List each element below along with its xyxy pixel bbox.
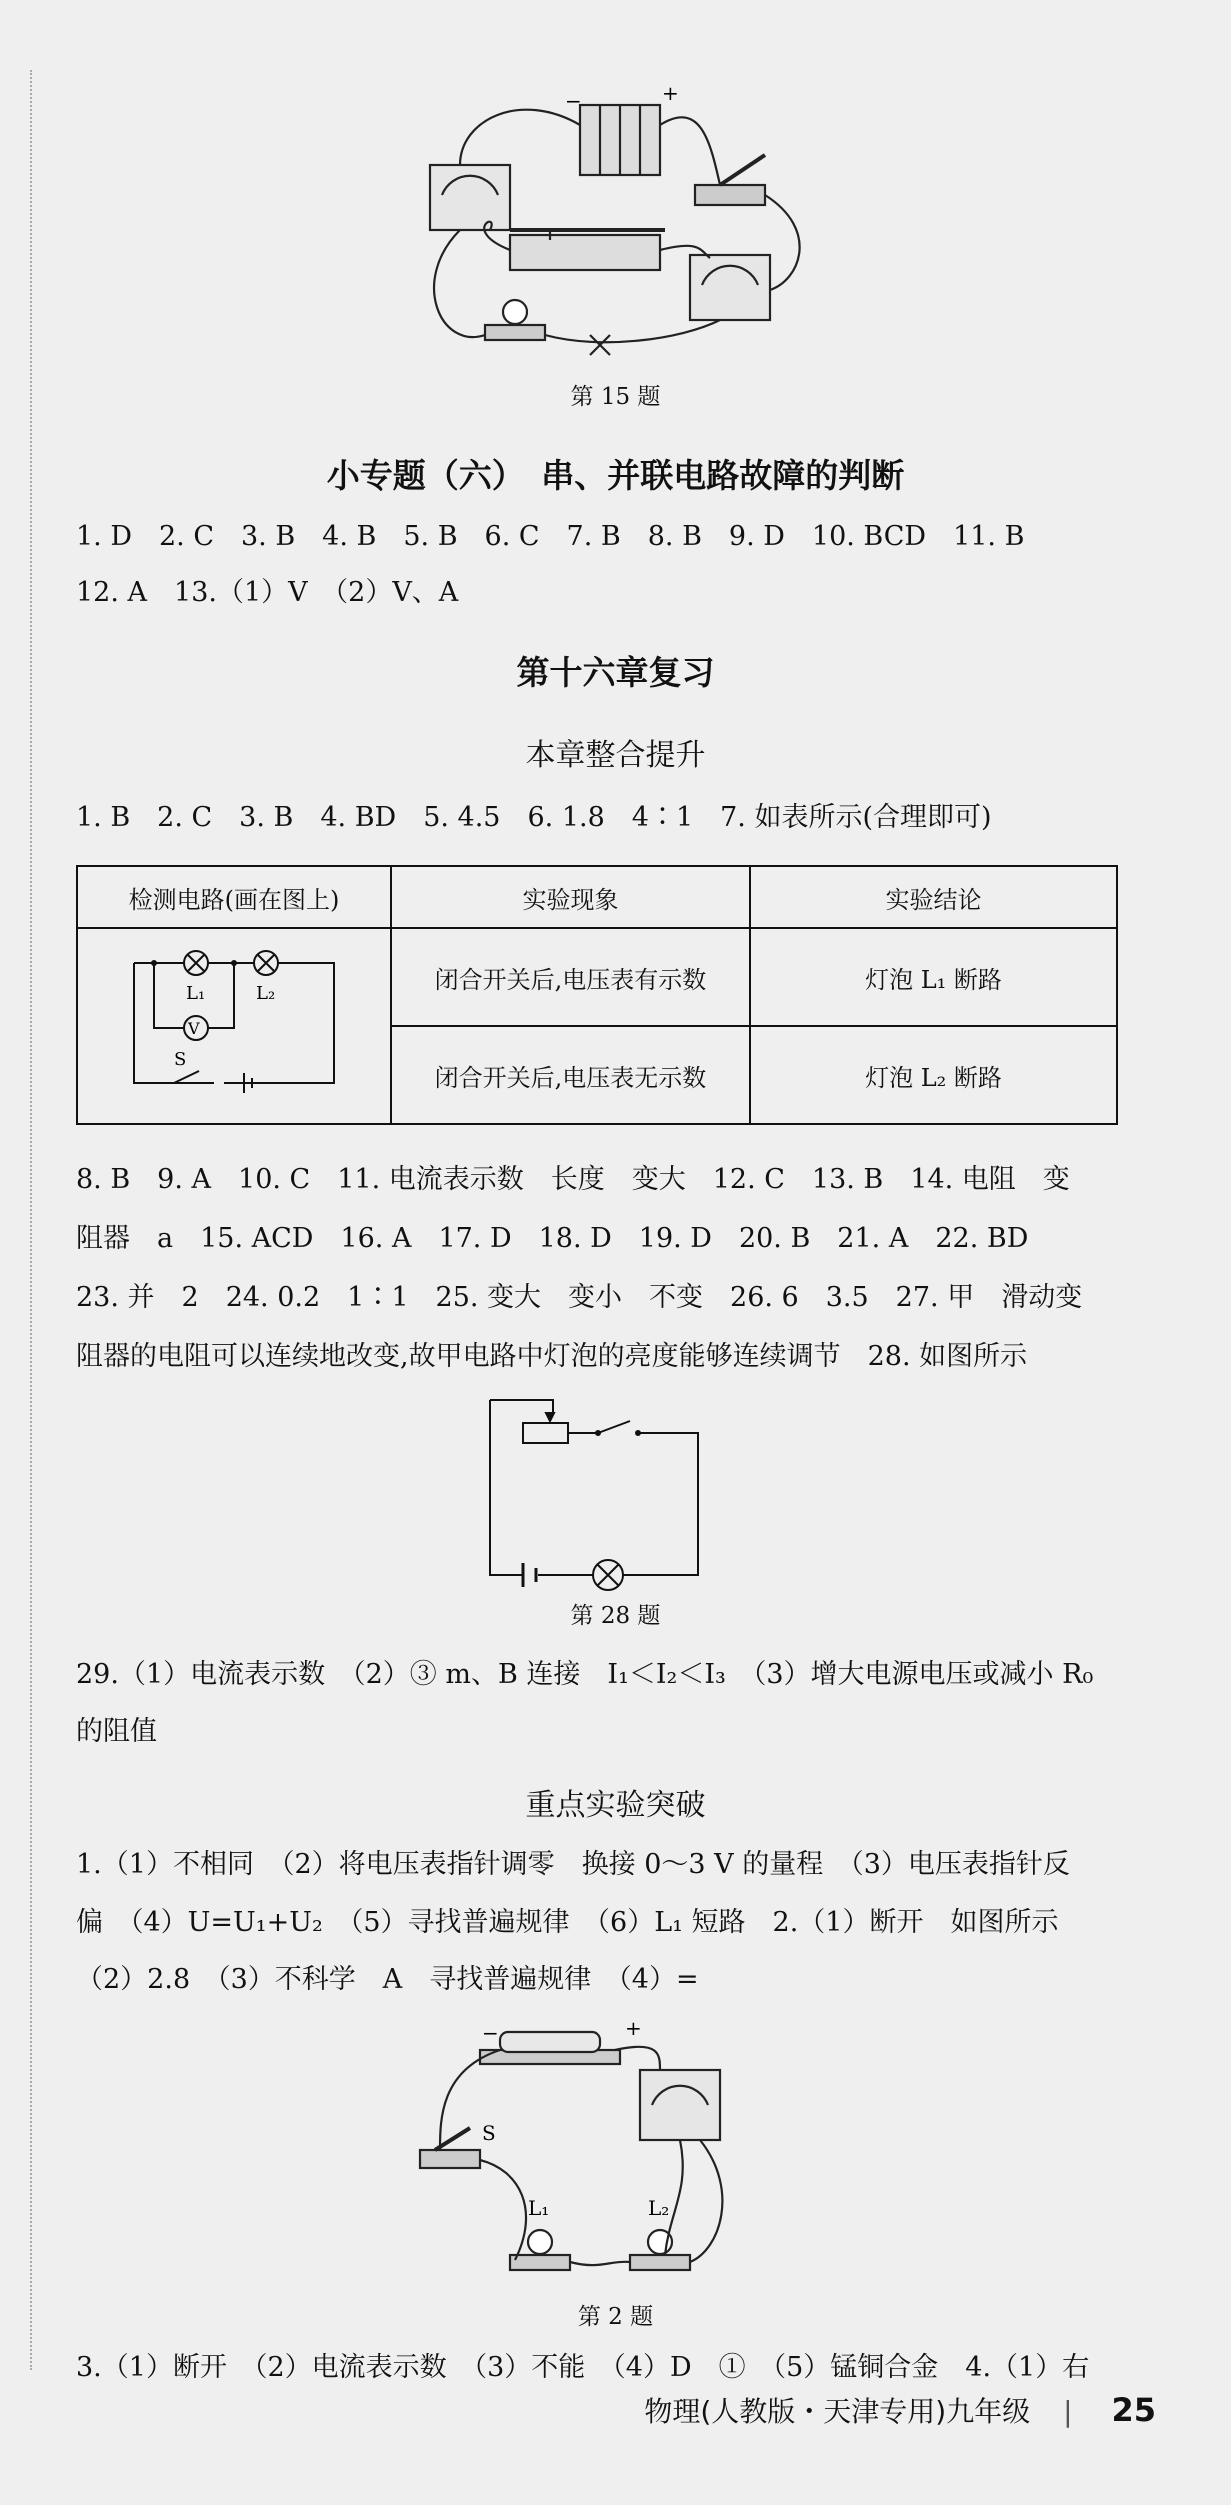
- fig15-plus: +: [662, 81, 679, 105]
- answer-line: 阻器 a 15. ACD 16. A 17. D 18. D 19. D 20. B 21. A 22. BD: [76, 1223, 1029, 1254]
- page-footer: [644, 2390, 1156, 2430]
- table-cell: 灯泡 L₁ 断路: [750, 928, 1117, 1026]
- answer-table: [76, 865, 1118, 1125]
- answer-line: （2）2.8 （3）不科学 A 寻找普遍规律 （4）=: [76, 1964, 699, 1995]
- answer-line: 3.（1）断开 （2）电流表示数 （3）不能 （4）D ① （5）锰铜合金 4.（1）右: [76, 2352, 1090, 2383]
- fig2-plus: +: [625, 2016, 642, 2040]
- table-row: [77, 928, 1117, 1026]
- table-v-label: V: [188, 1019, 200, 1038]
- table-cell: 闭合开关后,电压表无示数: [391, 1026, 750, 1124]
- fig2-l2-label: L₂: [648, 2196, 670, 2220]
- answer-line: 阻器的电阻可以连续地改变,故甲电路中灯泡的亮度能够连续调节 28. 如图所示: [76, 1341, 1028, 1372]
- table-s-label: S: [174, 1049, 187, 1070]
- answer-line: 12. A 13.（1）V （2）V、A: [76, 577, 459, 608]
- table-cell: 闭合开关后,电压表有示数: [391, 928, 750, 1026]
- section-title-6: 小专题（六） 串、并联电路故障的判断: [326, 456, 905, 495]
- answer-line: 23. 并 2 24. 0.2 1∶1 25. 变大 变小 不变 26. 6 3.5 27. 甲 滑动变: [76, 1282, 1083, 1313]
- table-l2-label: L₂: [256, 983, 276, 1004]
- chapter-subtitle: 本章整合提升: [525, 738, 706, 773]
- margin-dotted-line: [30, 70, 32, 2370]
- figure-15-caption: 第 15 题: [570, 384, 661, 410]
- table-header: 实验结论: [750, 866, 1117, 928]
- answer-line: 偏 （4）U=U₁+U₂ （5）寻找普遍规律 （6）L₁ 短路 2.（1）断开 如图所示: [76, 1907, 1059, 1938]
- figure-2-caption: 第 2 题: [577, 2304, 654, 2330]
- answer-line: 1. D 2. C 3. B 4. B 5. B 6. C 7. B 8. B 9. D 10. BCD 11. B: [76, 521, 1025, 552]
- answer-line: 1. B 2. C 3. B 4. BD 5. 4.5 6. 1.8 4∶1 7. 如表所示(合理即可): [76, 802, 992, 833]
- experiments-title: 重点实验突破: [525, 1788, 706, 1823]
- figure-28-caption: 第 28 题: [570, 1603, 661, 1629]
- answer-line: 8. B 9. A 10. C 11. 电流表示数 长度 变大 12. C 13. B 14. 电阻 变: [76, 1164, 1070, 1195]
- fig2-minus: −: [482, 2021, 499, 2045]
- table-circuit-diagram: [114, 933, 354, 1113]
- fig2-l1-label: L₁: [528, 2196, 550, 2220]
- answer-line: 的阻值: [76, 1716, 157, 1747]
- chapter-title: 第十六章复习: [516, 653, 715, 692]
- figure-15-circuit: [400, 80, 820, 390]
- table-l1-label: L₁: [186, 983, 206, 1004]
- footer-divider: |: [1063, 2395, 1073, 2428]
- answer-line: 29.（1）电流表示数 （2）③ m、B 连接 I₁＜I₂＜I₃ （3）增大电源电压或减小 R₀: [76, 1659, 1094, 1690]
- answer-line: 1.（1）不相同 （2）将电压表指针调零 换接 0～3 V 的量程 （3）电压表指针反: [76, 1849, 1070, 1880]
- table-header: 检测电路(画在图上): [77, 866, 391, 928]
- figure-28-circuit: [478, 1385, 708, 1595]
- fig2-s-label: S: [482, 2121, 496, 2145]
- fig15-minus: −: [565, 89, 582, 113]
- table-header: 实验现象: [391, 866, 750, 928]
- circuit-cell: [77, 928, 391, 1124]
- figure-2-circuit: [400, 2010, 820, 2300]
- table-header-row: [77, 866, 1117, 928]
- footer-book-title: 物理(人教版・天津专用)九年级: [644, 2395, 1031, 2428]
- page-number: 25: [1111, 2391, 1156, 2429]
- table-cell: 灯泡 L₂ 断路: [750, 1026, 1117, 1124]
